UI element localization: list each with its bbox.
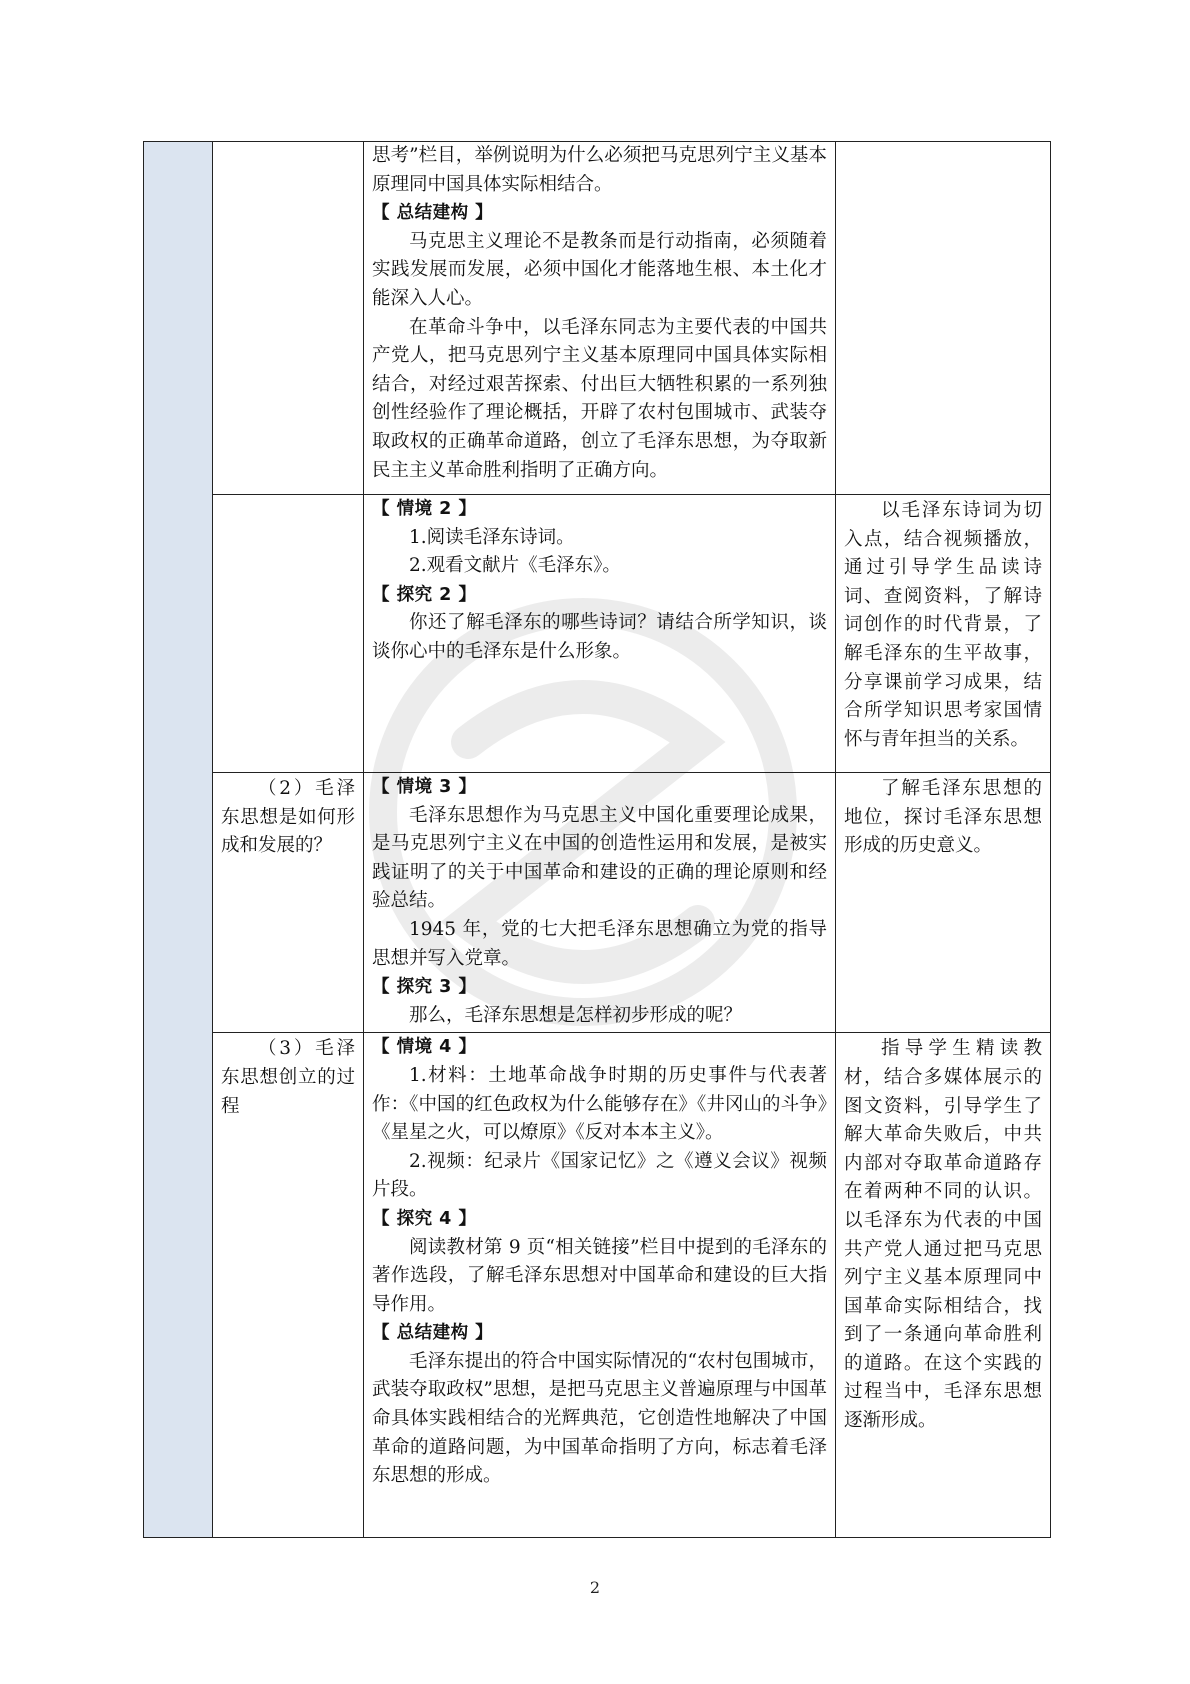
- topic-text: [213, 142, 363, 148]
- topic-cell: [213, 495, 364, 773]
- table-row: [144, 142, 1051, 495]
- table-row: [144, 495, 1051, 773]
- note-text: 了解毛泽东思想的地位，探讨毛泽东思想形成的历史意义。: [844, 778, 1042, 857]
- activity-cell: [364, 773, 836, 1033]
- topic-text: （2）毛泽东思想是如何形成和发展的？: [221, 778, 355, 857]
- note-text: 指导学生精读教材，结合多媒体展示的图文资料，引导学生了解大革命失败后，中共内部对夺取革命道路存在着两种不同的认识。以毛泽东为代表的中国共产党人通过把马克思列宁主义基本原理同中国革命实际相结合，找到了一条通向革命胜利的道路。在这个实践的过程当中，毛泽东思想逐渐形成。: [844, 1038, 1042, 1432]
- topic-cell: [213, 773, 364, 1033]
- section-heading: 【 探究 2 】: [372, 584, 477, 605]
- activity-paragraph: 那么，毛泽东思想是怎样初步形成的呢？: [409, 1004, 743, 1026]
- activity-paragraph: 1945 年，党的七大把毛泽东思想确立为党的指导思想并写入党章。: [372, 918, 827, 969]
- activity-paragraph: 马克思主义理论不是教条而是行动指南，必须随着实践发展而发展，必须中国化才能落地生根、本土化才能深入人心。: [372, 230, 827, 309]
- section-heading: 【 情境 2 】: [372, 499, 477, 519]
- section-heading: 【 探究 3 】: [372, 977, 477, 998]
- activity-cell: [364, 142, 836, 495]
- activity-paragraph: 1.材料：土地革命战争时期的历史事件与代表著作：《中国的红色政权为什么能够存在》《井冈山的斗争》《星星之火，可以燎原》《反对本本主义》。: [372, 1064, 827, 1144]
- activity-cell: [364, 1033, 836, 1538]
- side-band: [144, 142, 213, 1538]
- note-cell: [836, 495, 1051, 773]
- topic-text: [213, 495, 363, 501]
- section-heading: 【 情境 3 】: [372, 777, 477, 797]
- page-number: 2: [589, 1578, 601, 1597]
- topic-cell: [213, 142, 364, 495]
- activity-paragraph: 你还了解毛泽东的哪些诗词？请结合所学知识，谈谈你心中的毛泽东是什么形象。: [372, 612, 827, 662]
- activity-paragraph: 1.阅读毛泽东诗词。: [409, 526, 575, 548]
- activity-paragraph: 在革命斗争中，以毛泽东同志为主要代表的中国共产党人，把马克思列宁主义基本原理同中国具体实际相结合，对经过艰苦探索、付出巨大牺牲积累的一系列独创性经验作了理论概括，开辟了农村包围城市、武装夺取政权的正确革命道路，创立了毛泽东思想，为夺取新民主主义革命胜利指明了正确方向。: [372, 316, 827, 481]
- activity-cell: [364, 495, 836, 773]
- note-cell: [836, 773, 1051, 1033]
- activity-paragraph: 2.视频：纪录片《国家记忆》之《遵义会议》视频片段。: [372, 1150, 827, 1201]
- topic-text: （3）毛泽东思想创立的过程: [221, 1038, 355, 1117]
- activity-paragraph: 毛泽东提出的符合中国实际情况的“农村包围城市，武装夺取政权”思想，是把马克思主义普遍原理与中国革命具体实践相结合的光辉典范，它创造性地解决了中国革命的道路问题，为中国革命指明了方向，标志着毛泽东思想的形成。: [372, 1350, 827, 1487]
- note-cell: [836, 1033, 1051, 1538]
- topic-cell: [213, 1033, 364, 1538]
- section-heading: 【 总结建构 】: [372, 1323, 494, 1344]
- activity-paragraph: 毛泽东思想作为马克思主义中国化重要理论成果，是马克思列宁主义在中国的创造性运用和发展，是被实践证明了的关于中国革命和建设的正确的理论原则和经验总结。: [372, 804, 827, 912]
- activity-paragraph: 阅读教材第 9 页“相关链接”栏目中提到的毛泽东的著作选段，了解毛泽东思想对中国革命和建设的巨大指导作用。: [372, 1236, 827, 1315]
- table-row: [144, 773, 1051, 1033]
- note-text: [836, 142, 1050, 148]
- note-cell: [836, 142, 1051, 495]
- activity-paragraph: 2.观看文献片《毛泽东》。: [409, 555, 621, 577]
- section-heading: 【 总结建构 】: [372, 203, 494, 224]
- note-text: 以毛泽东诗词为切入点，结合视频播放，通过引导学生品读诗词、查阅资料，了解诗词创作的时代背景，了解毛泽东的生平故事，分享课前学习成果，结合所学知识思考家国情怀与青年担当的关系。: [844, 500, 1042, 750]
- lesson-plan-table: [143, 141, 1051, 1538]
- activity-text: 思考”栏目，举例说明为什么必须把马克思列宁主义基本原理同中国具体实际相结合。: [372, 145, 827, 195]
- table-row: [144, 1033, 1051, 1538]
- section-heading: 【 探究 4 】: [372, 1208, 477, 1229]
- section-heading: 【 情境 4 】: [372, 1037, 477, 1058]
